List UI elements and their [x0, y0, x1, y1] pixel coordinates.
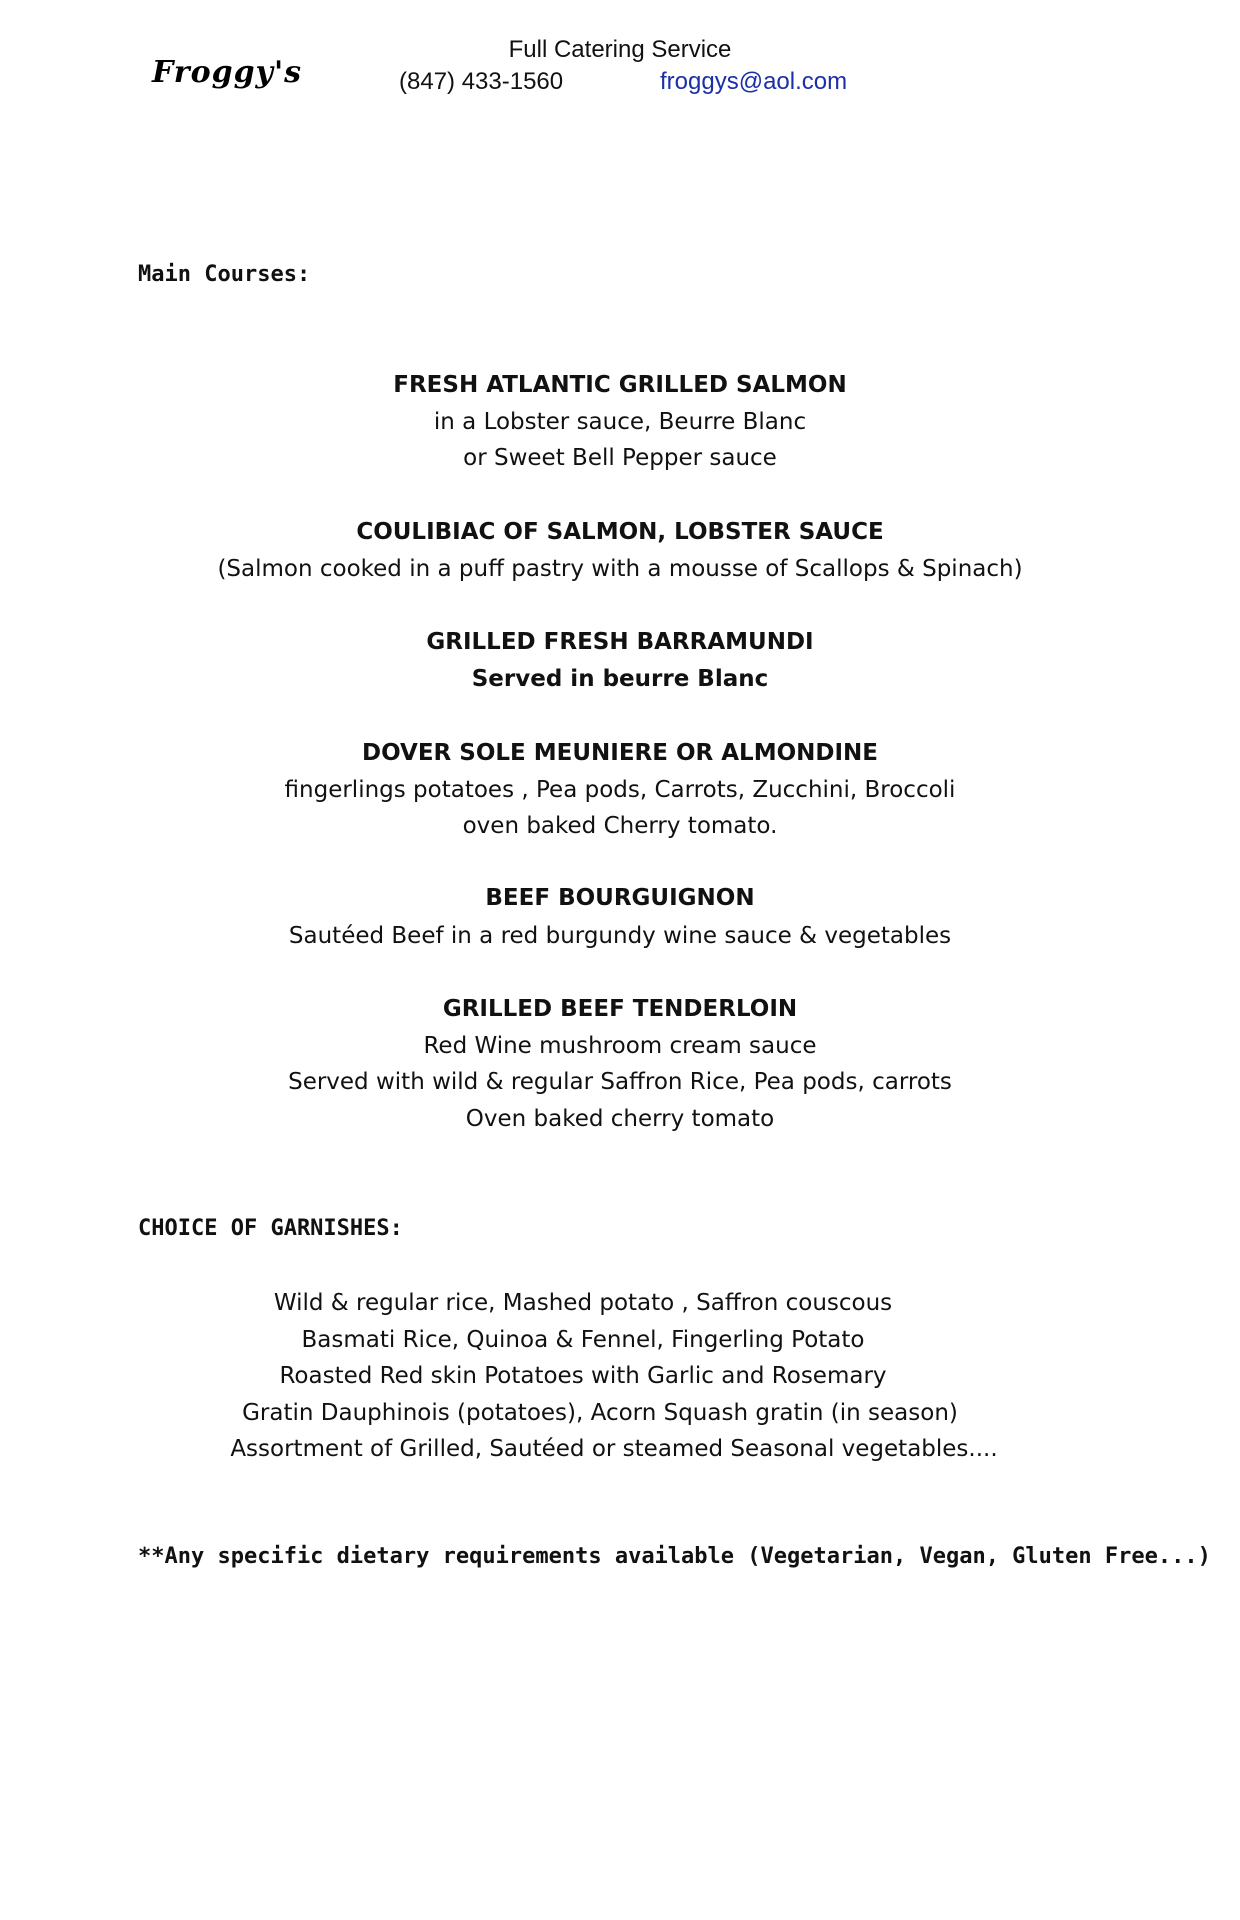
phone-number: (847) 433-1560 [399, 68, 564, 95]
dish-title: GRILLED BEEF TENDERLOIN [442, 996, 798, 1022]
garnish-item: Gratin Dauphinois (potatoes), Acorn Squash gratin (in season) [242, 1400, 958, 1426]
dish-description: Red Wine mushroom cream sauce [423, 1033, 817, 1059]
dish-title: BEEF BOURGUIGNON [485, 885, 755, 911]
dish-title: COULIBIAC OF SALMON, LOBSTER SAUCE [356, 519, 884, 545]
dish-description: Served in beurre Blanc [471, 666, 769, 692]
dietary-note: **Any specific dietary requirements available (Vegetarian, Vegan, Gluten Free...) [138, 1544, 1211, 1569]
dish-description: Sautéed Beef in a red burgundy wine sauce & vegetables [288, 923, 952, 949]
dish-title: GRILLED FRESH BARRAMUNDI [426, 629, 814, 655]
dish-description: fingerlings potatoes , Pea pods, Carrots, Zucchini, Broccoli [284, 777, 956, 803]
dish-description: Served with wild & regular Saffron Rice, Pea pods, carrots [288, 1069, 952, 1095]
garnish-item: Basmati Rice, Quinoa & Fennel, Fingerling Potato [301, 1327, 865, 1353]
logo-text: Froggy's [152, 55, 303, 90]
dish-title: FRESH ATLANTIC GRILLED SALMON [393, 372, 847, 398]
dish-description: Oven baked cherry tomato [465, 1106, 775, 1132]
garnish-item: Assortment of Grilled, Sautéed or steamed Seasonal vegetables.... [230, 1436, 998, 1462]
email-link[interactable]: froggys@aol.com [660, 68, 848, 95]
garnish-item: Roasted Red skin Potatoes with Garlic and Rosemary [279, 1363, 887, 1389]
dish-description: or Sweet Bell Pepper sauce [463, 445, 777, 471]
dish-description: (Salmon cooked in a puff pastry with a mousse of Scallops & Spinach) [217, 556, 1023, 582]
dish-description: in a Lobster sauce, Beurre Blanc [433, 409, 807, 435]
dish-description: oven baked Cherry tomato. [462, 813, 778, 839]
main-courses-heading: Main Courses: [138, 262, 311, 287]
garnish-item: Wild & regular rice, Mashed potato , Saffron couscous [273, 1290, 893, 1316]
service-title: Full Catering Service [508, 36, 732, 63]
dish-title: DOVER SOLE MEUNIERE OR ALMONDINE [362, 740, 878, 766]
garnishes-heading: CHOICE OF GARNISHES: [138, 1216, 403, 1241]
